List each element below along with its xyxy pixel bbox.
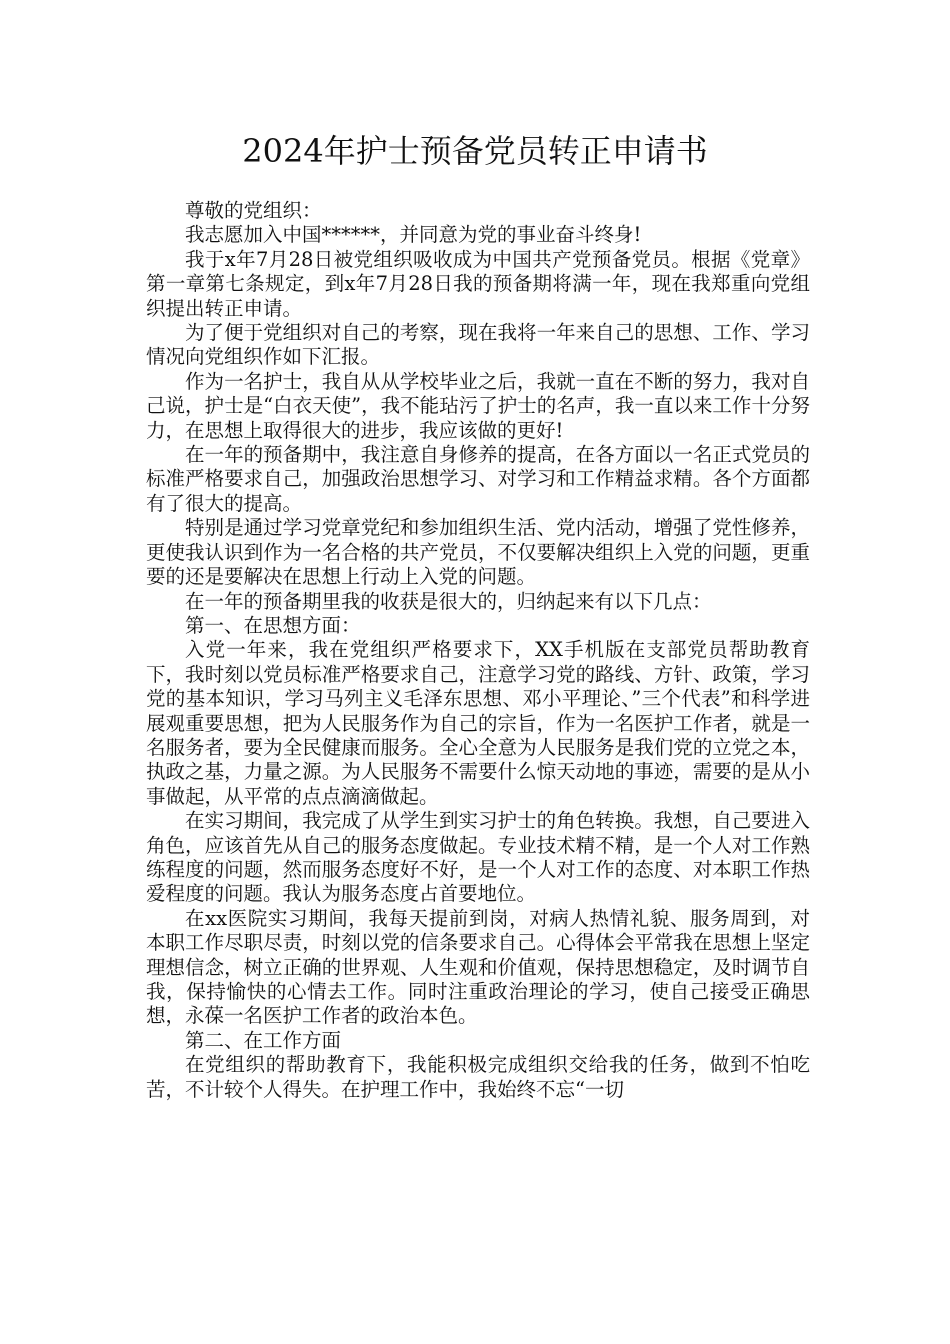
- paragraph: 在党组织的帮助教育下，我能积极完成组织交给我的任务，做到不怕吃苦，不计较个人得失。在护理工作中，我始终不忘“一切: [146, 1053, 810, 1101]
- paragraph: 我志愿加入中国******，并同意为党的事业奋斗终身!: [185, 223, 642, 247]
- document-title: 2024年护士预备党员转正申请书: [242, 132, 708, 170]
- paragraph: 在一年的预备期里我的收获是很大的，归纳起来有以下几点：: [185, 589, 712, 613]
- paragraph: 我于x年7月28日被党组织吸收成为中国共产党预备党员。根据《党章》第一章第七条规定，到x年7月28日我的预备期将满一年，现在我郑重向党组织提出转正申请。: [146, 247, 810, 320]
- paragraph: 在一年的预备期中，我注意自身修养的提高，在各方面以一名正式党员的标准严格要求自己，加强政治思想学习、对学习和工作精益求精。各个方面都有了很大的提高。: [146, 443, 810, 515]
- salutation: 尊敬的党组织：: [185, 199, 322, 222]
- paragraph: 在xx医院实习期间，我每天提前到岗，对病人热情礼貌、服务周到，对本职工作尽职尽责，时刻以党的信条要求自己。心得体会平常我在思想上坚定理想信念，树立正确的世界观、人生观和价值观，保持思想稳定，及时调节自我，保持愉快的心情去工作。同时注重政治理论的学习，使自己接受正确思想，永葆一名医护工作者的政治本色。: [146, 906, 810, 1028]
- section-heading: 第二、在工作方面: [185, 1028, 342, 1052]
- paragraph: 在实习期间，我完成了从学生到实习护士的角色转换。我想，自己要进入角色，应该首先从自己的服务态度做起。专业技术精不精，是一个人对工作熟练程度的问题，然而服务态度好不好，是一个人对工作的态度、对本职工作热爱程度的问题。我认为服务态度占首要地位。: [146, 809, 810, 906]
- paragraph: 特别是通过学习党章党纪和参加组织生活、党内活动，增强了党性修养，更使我认识到作为一名合格的共产党员，不仅要解决组织上入党的问题，更重要的还是要解决在思想上行动上入党的问题。: [146, 516, 810, 589]
- paragraph: 入党一年来，我在党组织严格要求下，XX手机版在支部党员帮助教育下，我时刻以党员标准严格要求自己，注意学习党的路线、方针、政策，学习党的基本知识，学习马列主义毛泽东思想、邓小平理论、”三个代表”和科学进展观重要思想，把为人民服务作为自己的宗旨，作为一名医护工作者，就是一名服务者，要为全民健康而服务。全心全意为人民服务是我们党的立党之本，执政之基，力量之源。为人民服务不需要什么惊天动地的事迹，需要的是从小事做起，从平常的点点滴滴做起。: [146, 638, 810, 808]
- paragraph: 作为一名护士，我自从从学校毕业之后，我就一直在不断的努力，我对自己说，护士是“白衣天使”，我不能玷污了护士的名声，我一直以来工作十分努力，在思想上取得很大的进步，我应该做的更好!: [146, 369, 810, 442]
- paragraph: 为了便于党组织对自己的考察，现在我将一年来自己的思想、工作、学习情况向党组织作如下汇报。: [146, 321, 810, 369]
- document-body: [146, 199, 810, 1102]
- section-heading: 第一、在思想方面：: [185, 613, 361, 637]
